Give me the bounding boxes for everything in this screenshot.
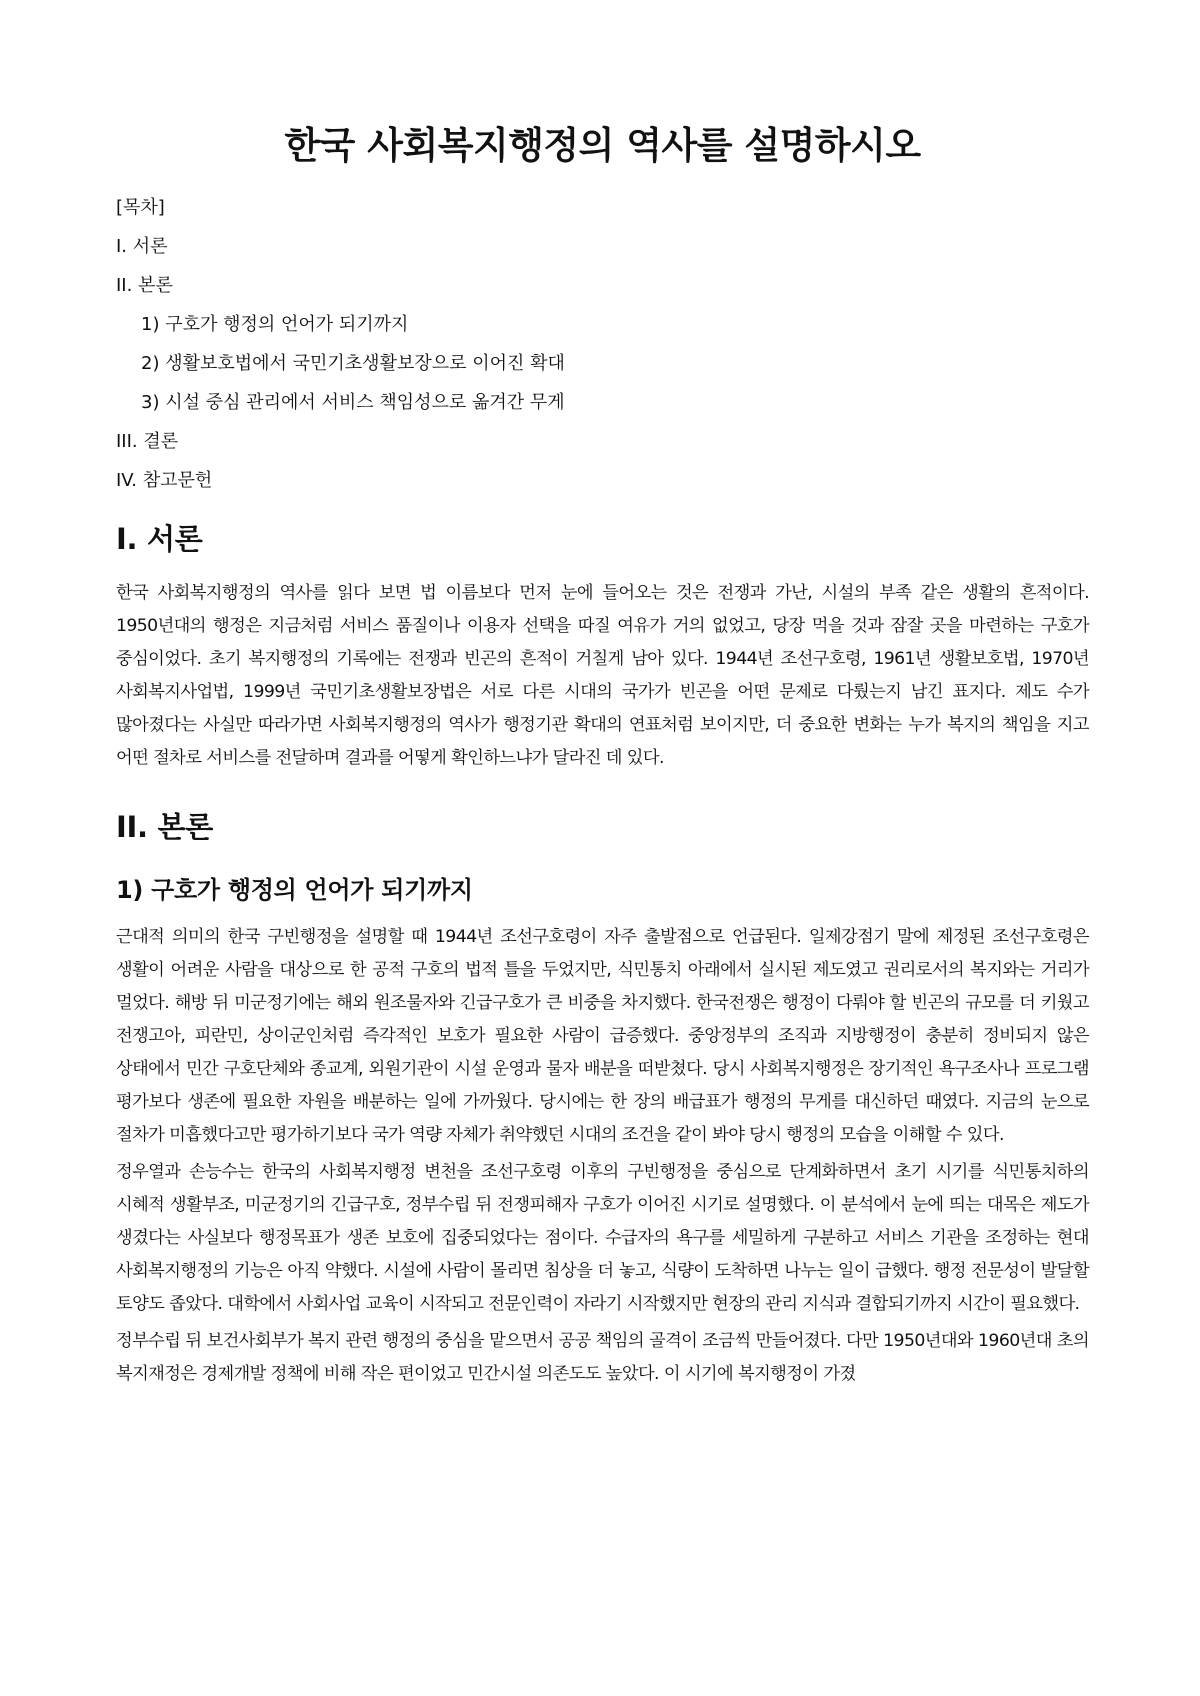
toc-subitem: 3) 시설 중심 관리에서 서비스 책임성으로 옮겨간 무게 [141,392,565,413]
toc-item: III. 결론 [116,431,179,452]
toc-item: II. 본론 [116,275,173,296]
intro-paragraph: 한국 사회복지행정의 역사를 읽다 보면 법 이름보다 먼저 눈에 들어오는 것은 전쟁과 가난, 시설의 부족 같은 생활의 흔적이다. 1950년대의 행정은 지금처럼 서비스 품질이나 이용자 선택을 따질 여유가 거의 없었고, 당장 먹을 것과 잠잘 곳을 마련하는 구호가 중심이었다. 초기 복지행정의 기록에는 전쟁과 빈곤의 흔적이 거칠게 남아 있다. 1944년 조선구호령, 1961년 생활보호법, 1970년 사회복지사업법, 1999년 국민기초생활보장법은 서로 다른 시대의 국가가 빈곤을 어떤 문제로 다뤘는지 남긴 표지다. 제도 수가 많아졌다는 사실만 따라가면 사회복지행정의 역사가 행정기관 확대의 연표처럼 보이지만, 더 중요한 변화는 누가 복지의 책임을 지고 어떤 절차로 서비스를 전달하며 결과를 어떻게 확인하느냐가 달라진 데 있다. [116,583,1089,768]
toc-subitem: 1) 구호가 행정의 언어가 되기까지 [141,314,409,335]
subsection-heading: 1) 구호가 행정의 언어가 되기까지 [116,876,473,904]
table-of-contents [116,196,1089,493]
document-title: 한국 사회복지행정의 역사를 설명하시오 [284,124,921,167]
toc-item: IV. 참고문헌 [116,470,213,491]
toc-item: I. 서론 [116,236,168,257]
section-heading-main: II. 본론 [116,810,213,844]
toc-heading: [목차] [116,197,165,218]
section-heading-intro: I. 서론 [116,522,203,556]
toc-subitem: 2) 생활보호법에서 국민기초생활보장으로 이어진 확대 [141,353,565,374]
body-paragraph: 근대적 의미의 한국 구빈행정을 설명할 때 1944년 조선구호령이 자주 출발점으로 언급된다. 일제강점기 말에 제정된 조선구호령은 생활이 어려운 사람을 대상으로 한 공적 구호의 법적 틀을 두었지만, 식민통치 아래에서 실시된 제도였고 권리로서의 복지와는 거리가 멀었다. 해방 뒤 미군정기에는 해외 원조물자와 긴급구호가 큰 비중을 차지했다. 한국전쟁은 행정이 다뤄야 할 빈곤의 규모를 더 키웠고 전쟁고아, 피란민, 상이군인처럼 즉각적인 보호가 필요한 사람이 급증했다. 중앙정부의 조직과 지방행정이 충분히 정비되지 않은 상태에서 민간 구호단체와 종교계, 외원기관이 시설 운영과 물자 배분을 떠받쳤다. 당시 사회복지행정은 장기적인 욕구조사나 프로그램 평가보다 생존에 필요한 자원을 배분하는 일에 가까웠다. 당시에는 한 장의 배급표가 행정의 무게를 대신하던 때였다. 지금의 눈으로 절차가 미흡했다고만 평가하기보다 국가 역량 자체가 취약했던 시대의 조건을 같이 봐야 당시 행정의 모습을 이해할 수 있다. [116,927,1089,1145]
body-paragraph: 정우열과 손능수는 한국의 사회복지행정 변천을 조선구호령 이후의 구빈행정을 중심으로 단계화하면서 초기 시기를 식민통치하의 시혜적 생활부조, 미군정기의 긴급구호, 정부수립 뒤 전쟁피해자 구호가 이어진 시기로 설명했다. 이 분석에서 눈에 띄는 대목은 제도가 생겼다는 사실보다 행정목표가 생존 보호에 집중되었다는 점이다. 수급자의 욕구를 세밀하게 구분하고 서비스 기관을 조정하는 현대 사회복지행정의 기능은 아직 약했다. 시설에 사람이 몰리면 침상을 더 놓고, 식량이 도착하면 나누는 일이 급했다. 행정 전문성이 발달할 토양도 좁았다. 대학에서 사회사업 교육이 시작되고 전문인력이 자라기 시작했지만 현장의 관리 지식과 결합되기까지 시간이 필요했다. [116,1162,1089,1314]
body-paragraph: 정부수립 뒤 보건사회부가 복지 관련 행정의 중심을 맡으면서 공공 책임의 골격이 조금씩 만들어졌다. 다만 1950년대와 1960년대 초의 복지재정은 경제개발 정책에 비해 작은 편이었고 민간시설 의존도도 높았다. 이 시기에 복지행정이 가졌 [116,1331,1089,1384]
